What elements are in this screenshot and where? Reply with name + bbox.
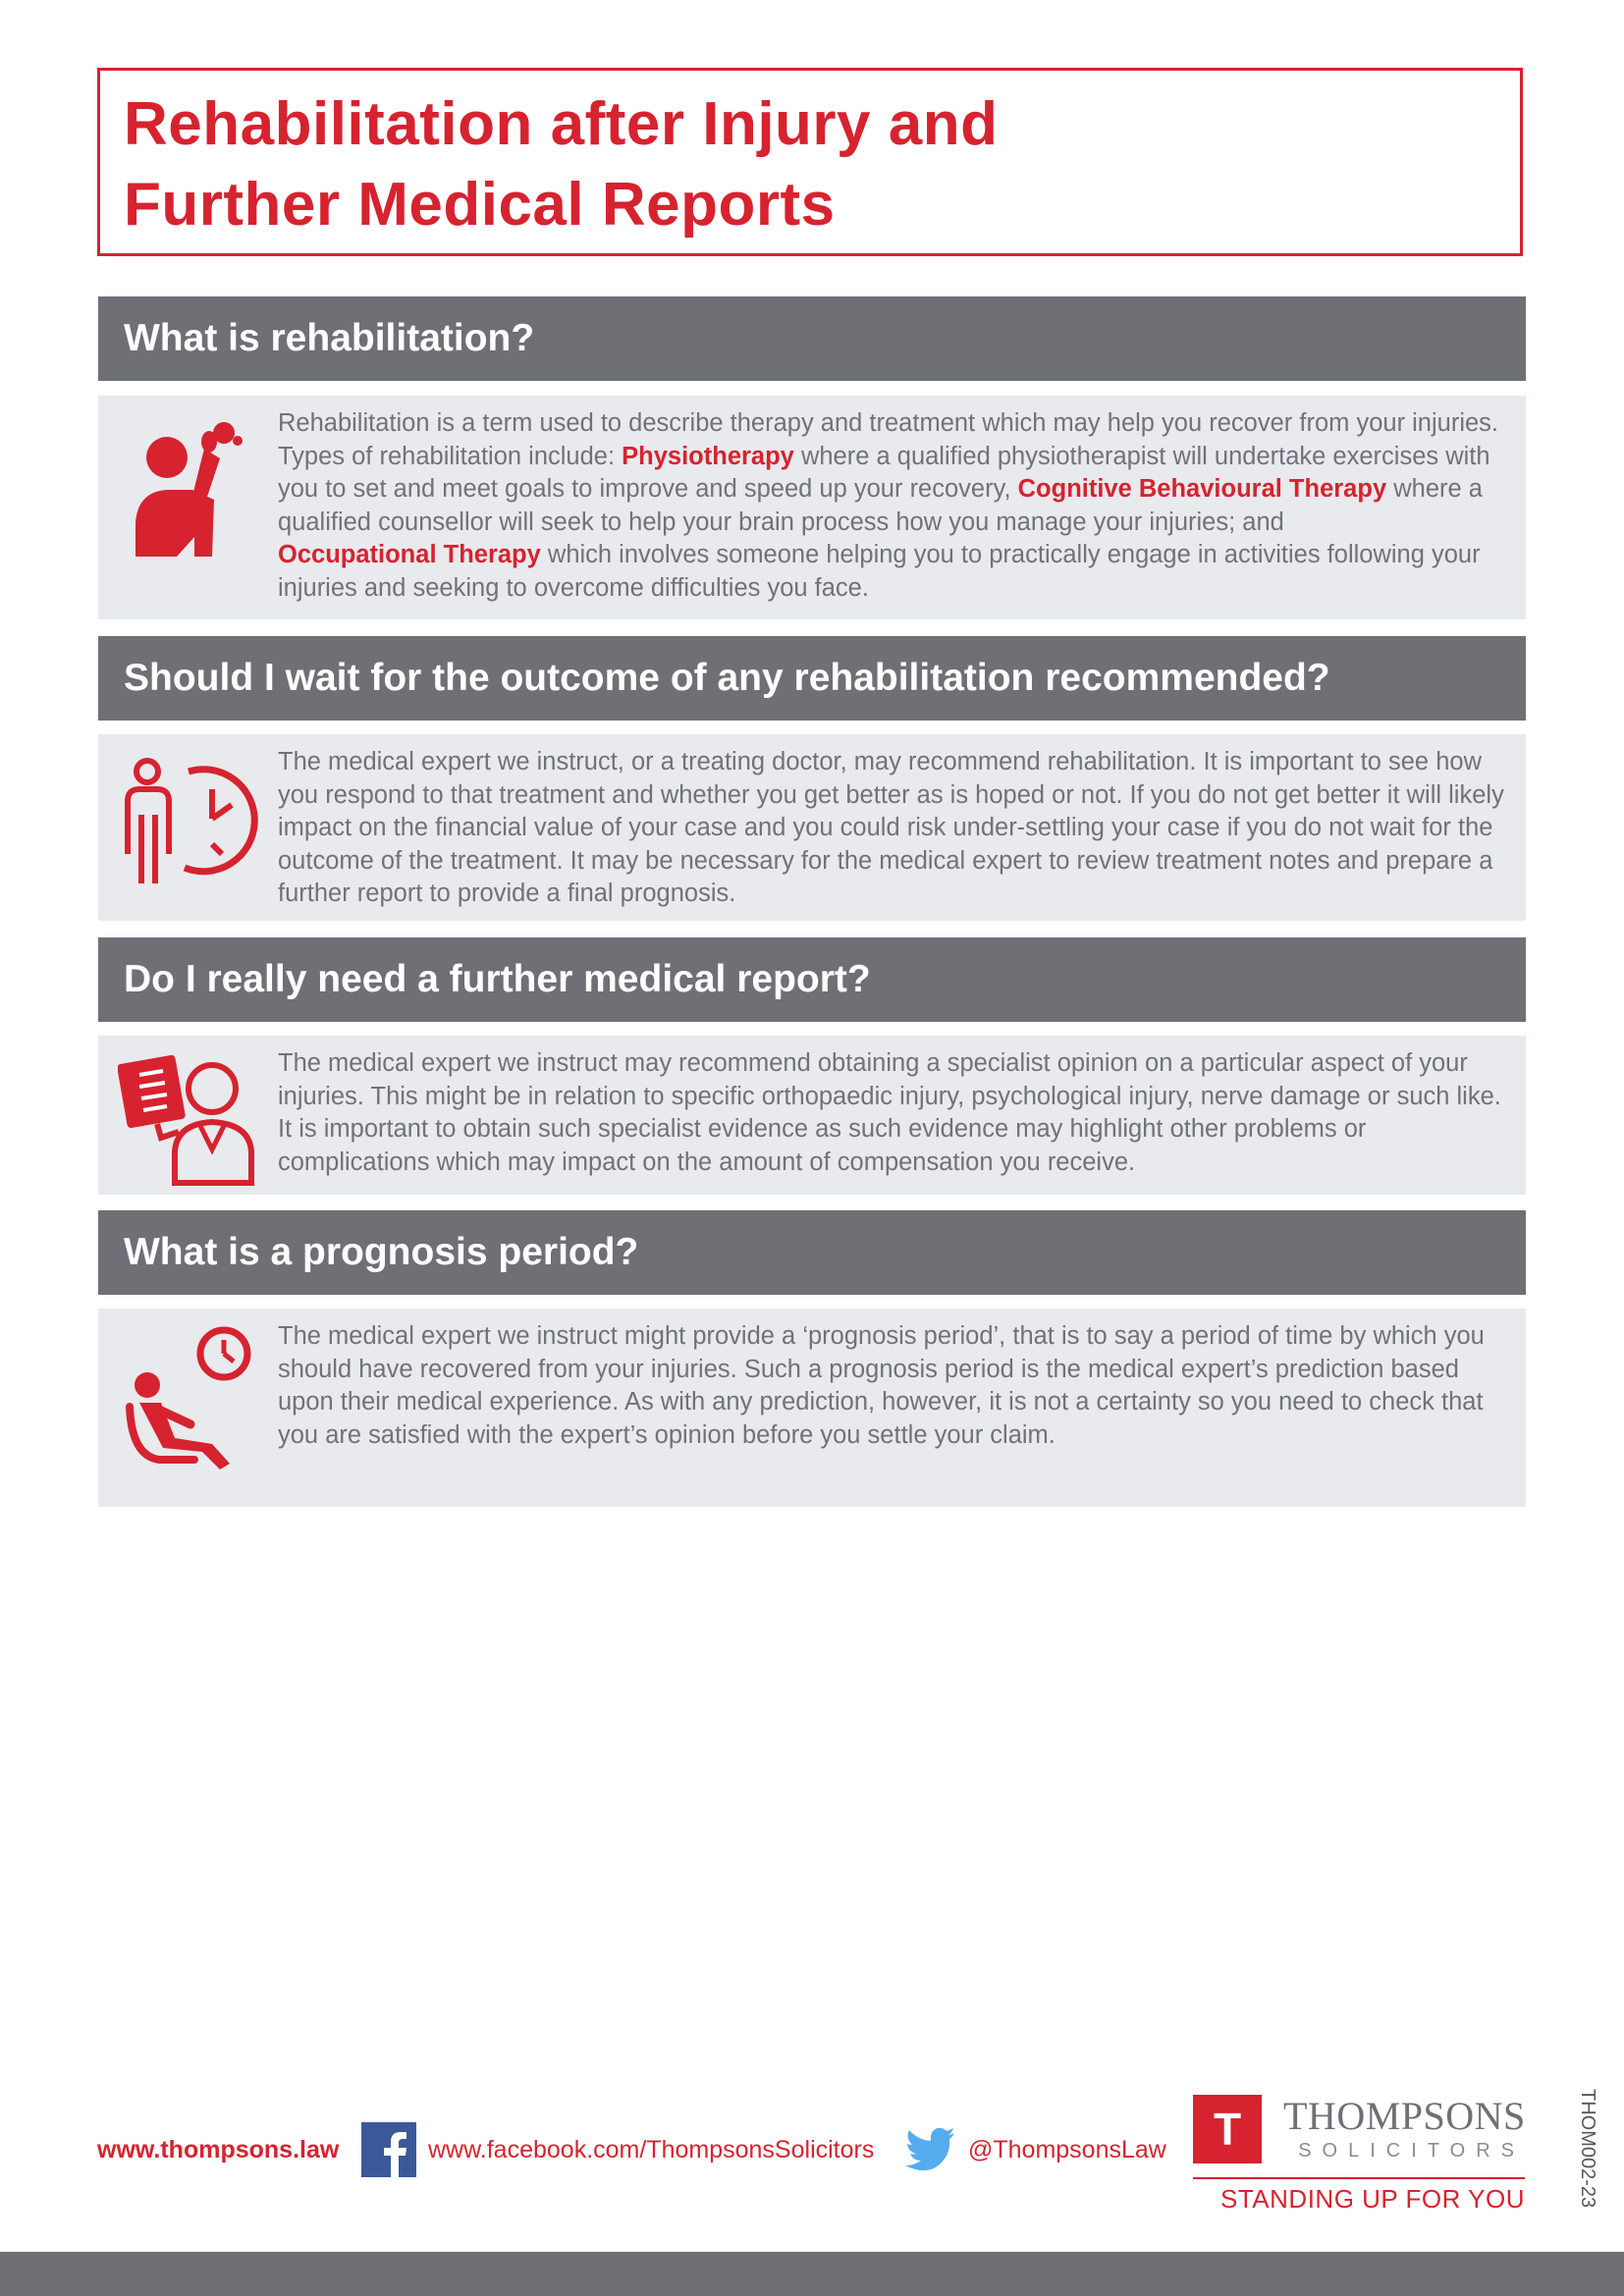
- facebook-link-group[interactable]: [361, 2120, 874, 2179]
- highlight-cbt: Cognitive Behavioural Therapy: [1017, 475, 1387, 503]
- page-title-line-2: Further Medical Reports: [124, 171, 836, 239]
- text-run: which involves someone helping you to practically engage in activities following your injuries and seeking to overcome difficulties you face.: [278, 541, 1481, 602]
- person-clock-icon: [118, 750, 265, 897]
- page-title-line-1: Rehabilitation after Injury and: [124, 90, 999, 158]
- section-heading-wait-for-outcome: Should I wait for the outcome of any rehabilitation recommended?: [98, 636, 1526, 721]
- section-heading-rehabilitation: What is rehabilitation?: [98, 296, 1526, 381]
- footer-links: [97, 2120, 339, 2179]
- twitter-handle-link[interactable]: @ThompsonsLaw: [968, 2135, 1166, 2163]
- doctor-xray-icon: [118, 1049, 265, 1197]
- seated-person-clock-icon: [118, 1322, 265, 1469]
- section-body-prognosis-period: [98, 1308, 1526, 1507]
- text-run: Rehabilitation is a term used to describe therapy and treatment which may help you recover from your injuries. Types of rehabilitation include:: [278, 409, 1499, 470]
- thompsons-logo: [1193, 2095, 1525, 2215]
- section-text-further-report: The medical expert we instruct may recommend obtaining a specialist opinion on a particular aspect of your injuries. This might be in relation to specific orthopaedic injury, psychological injury, nerve damage or such like. It is important to obtain such specialist evidence as such evidence may highlight other problems or complications which may impact on the amount of compensation you receive.: [278, 1049, 1501, 1176]
- section-heading-further-report: Do I really need a further medical report?: [98, 937, 1526, 1022]
- section-body-rehabilitation: [98, 396, 1526, 619]
- document-code: THOM002-23: [1577, 2089, 1598, 2209]
- section-body-further-report: [98, 1036, 1526, 1195]
- website-link[interactable]: www.thompsons.law: [97, 2135, 340, 2163]
- raised-arm-person-icon: [118, 409, 265, 557]
- facebook-icon[interactable]: [361, 2122, 416, 2177]
- twitter-link-group[interactable]: [905, 2120, 1166, 2179]
- section-text-rehabilitation: [278, 407, 1504, 605]
- section-text-wait-for-outcome: The medical expert we instruct, or a treating doctor, may recommend rehabilitation. It is important to see how you respond to that treatment and whether you get better as is hoped or not. If you do not get better it will likely impact on the financial value of your case and you could risk under-settling your case if you do not wait for the outcome of the treatment. It may be necessary for the medical expert to review treatment notes and prepare a further report to provide a final prognosis.: [278, 748, 1504, 907]
- section-body-wait-for-outcome: [98, 734, 1526, 921]
- section-heading-prognosis-period: What is a prognosis period?: [98, 1210, 1526, 1295]
- tagline: STANDING UP FOR YOU: [1220, 2184, 1525, 2214]
- highlight-occupational-therapy: Occupational Therapy: [278, 541, 541, 568]
- twitter-icon[interactable]: [905, 2128, 956, 2171]
- text-run: where a qualified physiotherapist will undertake exercises with you to set and meet goals to improve and speed up your recovery,: [278, 442, 1490, 503]
- highlight-physiotherapy: Physiotherapy: [622, 442, 794, 470]
- text-run: where a qualified counsellor will seek to help your brain process how you manage your injuries; and: [278, 475, 1483, 536]
- logo-subtitle: SOLICITORS: [1298, 2140, 1525, 2162]
- logo-mark: T: [1193, 2095, 1262, 2163]
- bottom-bar: [0, 2252, 1624, 2296]
- facebook-link[interactable]: www.facebook.com/ThompsonsSolicitors: [428, 2135, 875, 2163]
- title-box: [97, 68, 1523, 256]
- section-text-prognosis-period: The medical expert we instruct might provide a ‘prognosis period’, that is to say a period of time by which you should have recovered from your injuries. Such a prognosis period is the medical expert’s prediction based upon their medical experience. As with any prediction, however, it is not a certainty so you need to check that you are satisfied with the expert’s opinion before you settle your claim.: [278, 1322, 1485, 1449]
- logo-divider: [1193, 2177, 1525, 2179]
- logo-name: THOMPSONS: [1283, 2094, 1526, 2138]
